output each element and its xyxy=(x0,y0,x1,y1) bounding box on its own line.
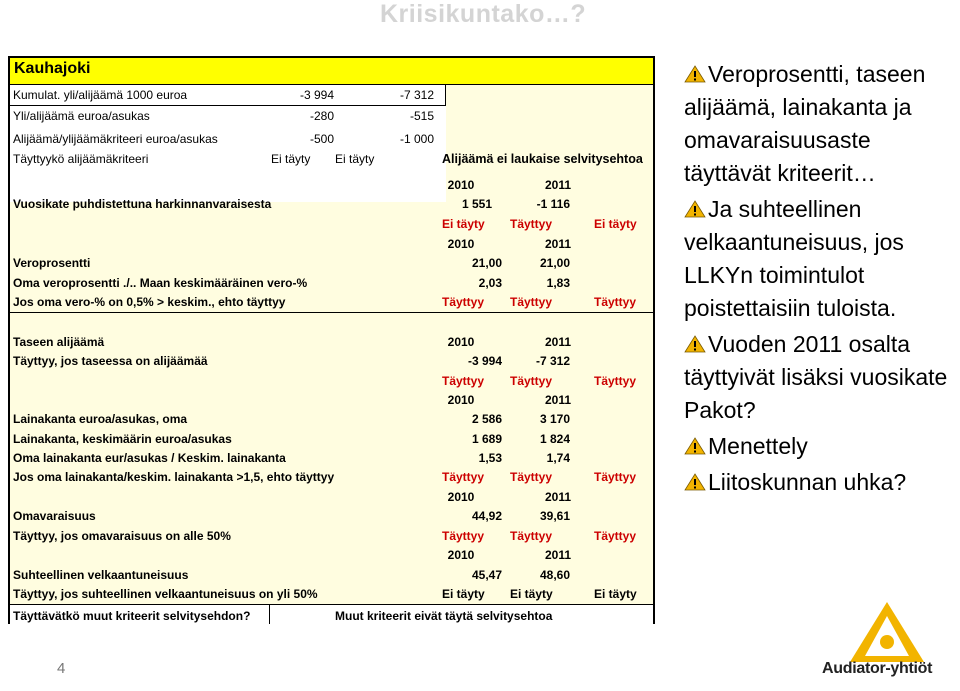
lk1-label: Lainakanta euroa/asukas, oma xyxy=(13,412,188,426)
lk2-label: Lainakanta, keskimäärin euroa/asukas xyxy=(13,432,232,446)
vk-year-2011: 2011 xyxy=(544,178,572,192)
sheet-header xyxy=(10,58,653,85)
bullet-item xyxy=(684,58,956,190)
logo-text: Audiator-yhtiöt xyxy=(822,660,933,677)
page-number: 4 xyxy=(57,660,66,677)
lk-rule-2011: Täyttyy xyxy=(510,470,553,484)
row-kriteeri-label: Alijäämä/ylijäämäkriteeri euroa/asukas xyxy=(13,132,218,146)
ta-label: Täyttyy, jos taseessa on alijäämää xyxy=(13,354,208,368)
ov-year-2010: 2010 xyxy=(447,490,475,504)
municipality-name: Kauhajoki xyxy=(14,60,91,77)
lk-year-2011: 2011 xyxy=(544,393,572,407)
ta-year-2010: 2010 xyxy=(447,335,475,349)
warning-icon xyxy=(684,335,706,353)
sv-rule-total: Ei täyty xyxy=(594,587,637,601)
bullet-list xyxy=(684,58,956,502)
sv-2010: 45,47 xyxy=(471,568,502,582)
bullet-text: Veroprosentti, taseen alijäämä, lainakanta ja omavaraisuusaste täyttävät kriteerit… xyxy=(684,61,926,186)
vp-year-2011: 2011 xyxy=(544,237,572,251)
vp-label: Veroprosentti xyxy=(13,256,91,270)
bullet-item xyxy=(684,394,956,427)
divider xyxy=(10,312,653,313)
page-title: Kriisikuntako…? xyxy=(380,0,587,28)
vk-year-2010: 2010 xyxy=(447,178,475,192)
row-euroa-asukas-label: Yli/alijäämä euroa/asukas xyxy=(13,109,150,123)
ov-year-2011: 2011 xyxy=(544,490,572,504)
vp-rule-label: Jos oma vero-% on 0,5% > keskim., ehto täyttyy xyxy=(13,295,286,309)
ta-status-2010: Täyttyy xyxy=(442,374,485,388)
lk1-2010: 2 586 xyxy=(471,412,502,426)
vp-rule-2010: Täyttyy xyxy=(442,295,485,309)
bullet-item xyxy=(684,466,956,499)
bullet-text: Liitoskunnan uhka? xyxy=(708,469,907,495)
ov-label: Omavaraisuus xyxy=(13,509,96,523)
vp-rule-total: Täyttyy xyxy=(594,295,637,309)
ta-status-2011: Täyttyy xyxy=(510,374,553,388)
bullet-item xyxy=(684,328,956,394)
sv-2011: 48,60 xyxy=(539,568,570,582)
bullet-text: Menettely xyxy=(708,433,808,459)
row-kriteeri-2011: -1 000 xyxy=(399,132,434,146)
ov-rule-2010: Täyttyy xyxy=(442,529,485,543)
bullet-text: Ja suhteellinen velkaantuneisuus, jos LLKYn toimintulot poistettaisiin tuloista. xyxy=(684,196,904,321)
final-question: Täyttävätkö muut kriteerit selvitysehdon? xyxy=(13,609,251,623)
vk-status-2010: Ei täyty xyxy=(442,217,485,231)
row-kumulat-2011: -7 312 xyxy=(399,88,434,102)
bullet-text: Vuoden 2011 osalta täyttyivät lisäksi vuosikate xyxy=(684,331,948,390)
lk-rule-total: Täyttyy xyxy=(594,470,637,484)
row-euroa-asukas-2011: -515 xyxy=(409,109,434,123)
ov-2011: 39,61 xyxy=(539,509,570,523)
lk3-label: Oma lainakanta eur/asukas / Keskim. lainakanta xyxy=(13,451,286,465)
final-answer: Muut kriteerit eivät täytä selvitysehtoa xyxy=(335,609,553,623)
row-kumulat-2010: -3 994 xyxy=(299,88,334,102)
warning-icon xyxy=(684,200,706,218)
lk2-2010: 1 689 xyxy=(471,432,502,446)
lk3-2010: 1,53 xyxy=(478,451,502,465)
ta-2010: -3 994 xyxy=(467,354,502,368)
ta-head-label: Taseen alijäämä xyxy=(13,335,105,349)
vp-own-label: Oma veroprosentti ./.. Maan keskimääräinen vero-% xyxy=(13,276,308,290)
sv-rule-label: Täyttyy, jos suhteellinen velkaantuneisuus on yli 50% xyxy=(13,587,318,601)
ta-status-total: Täyttyy xyxy=(594,374,637,388)
ta-2011: -7 312 xyxy=(535,354,570,368)
ov-rule-total: Täyttyy xyxy=(594,529,637,543)
ta-year-2011: 2011 xyxy=(544,335,572,349)
vk-status-2011: Täyttyy xyxy=(510,217,553,231)
warning-icon xyxy=(684,473,706,491)
vk-2011: -1 116 xyxy=(536,197,570,211)
bullet-item xyxy=(684,193,956,325)
row-tayttyyko-label: Täyttyykö alijäämäkriteeri xyxy=(13,152,149,166)
sv-label: Suhteellinen velkaantuneisuus xyxy=(13,568,189,582)
row-kumulat-label: Kumulat. yli/alijäämä 1000 euroa xyxy=(13,88,188,102)
vp-own-2011: 1,83 xyxy=(546,276,570,290)
vp-rule-2011: Täyttyy xyxy=(510,295,553,309)
vp-year-2010: 2010 xyxy=(447,237,475,251)
vk-label: Vuosikate puhdistettuna harkinnanvaraisesta xyxy=(13,197,272,211)
ov-rule-label: Täyttyy, jos omavaraisuus on alle 50% xyxy=(13,529,231,543)
warning-icon xyxy=(684,437,706,455)
vp-2010: 21,00 xyxy=(471,256,502,270)
vp-2011: 21,00 xyxy=(539,256,570,270)
bullet-text: Pakot? xyxy=(684,397,756,423)
row-kriteeri-2010: -500 xyxy=(309,132,334,146)
row-tayttyyko-2010: Ei täyty xyxy=(271,152,311,166)
lk1-2011: 3 170 xyxy=(539,412,570,426)
spreadsheet xyxy=(8,56,655,624)
vp-own-2010: 2,03 xyxy=(478,276,502,290)
sv-rule-2010: Ei täyty xyxy=(442,587,485,601)
warning-icon xyxy=(684,65,706,83)
lk-rule-2010: Täyttyy xyxy=(442,470,485,484)
lk-rule-label: Jos oma lainakanta/keskim. lainakanta >1,5, ehto täyttyy xyxy=(13,470,335,484)
bullet-item xyxy=(684,430,956,463)
row-euroa-asukas-2010: -280 xyxy=(309,109,334,123)
lk3-2011: 1,74 xyxy=(546,451,570,465)
sv-rule-2011: Ei täyty xyxy=(510,587,553,601)
ov-rule-2011: Täyttyy xyxy=(510,529,553,543)
vk-status-total: Ei täyty xyxy=(594,217,637,231)
lk2-2011: 1 824 xyxy=(539,432,570,446)
ov-2010: 44,92 xyxy=(471,509,502,523)
sv-year-2010: 2010 xyxy=(447,548,475,562)
vk-2010: 1 551 xyxy=(461,197,492,211)
row-tayttyyko-2011: Ei täyty xyxy=(335,152,375,166)
lk-year-2010: 2010 xyxy=(447,393,475,407)
sv-year-2011: 2011 xyxy=(544,548,572,562)
row-tayttyyko-note: Alijäämä ei laukaise selvitysehtoa xyxy=(442,152,643,166)
